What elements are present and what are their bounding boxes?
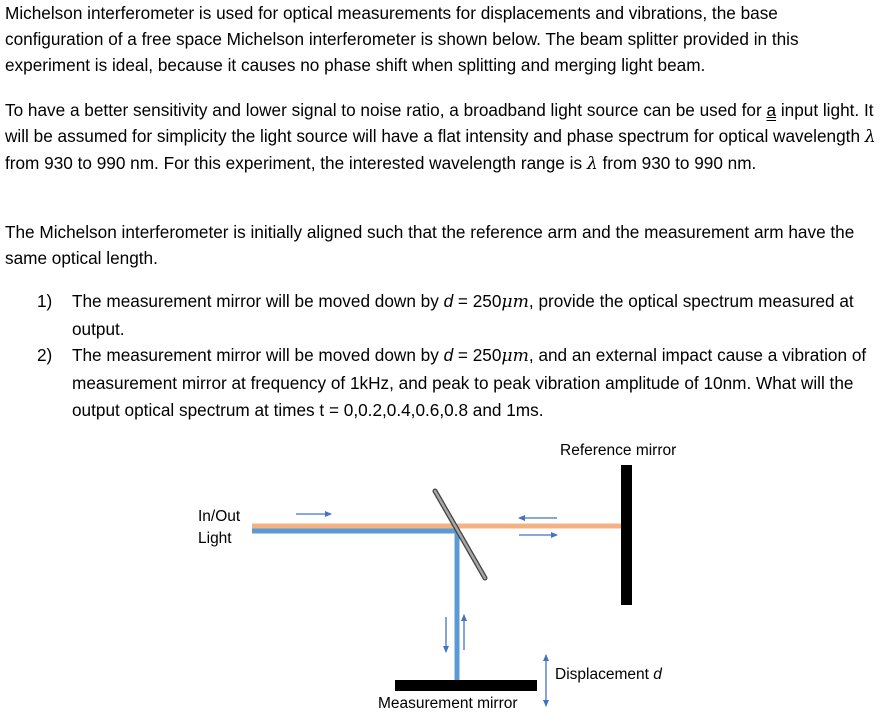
p2-text-d: from 930 to 990 nm.: [597, 153, 757, 173]
displacement-var: d: [653, 666, 662, 683]
q2-var: d: [443, 345, 454, 365]
reference-mirror-label: Reference mirror: [560, 442, 677, 459]
p2-underlined-a: a: [766, 100, 777, 120]
displacement-text: Displacement: [555, 666, 654, 683]
beam-splitter-face: [435, 491, 485, 578]
displacement-label: [555, 665, 662, 685]
question-number: 2): [37, 345, 53, 365]
q2-unit: μm: [501, 346, 529, 366]
measurement-mirror: [395, 680, 537, 691]
q1-pre: The measurement mirror will be moved down by: [72, 291, 444, 311]
q2-eq: = 250: [453, 345, 502, 365]
intro-paragraph: Michelson interferometer is used for optical measurements for displacements and vibrations, the base configuration of a free space Michelson interferometer is shown below. The beam splitter provided in this experiment is ideal, because it causes no phase shift when splitting and merging light beam.: [5, 3, 799, 75]
alignment-paragraph: The Michelson interferometer is initially aligned such that the reference arm and the measurement arm have the same optical length.: [5, 222, 855, 268]
lambda-symbol: λ: [586, 154, 598, 174]
q1-var: d: [443, 291, 454, 311]
inout-label-line1: In/Out: [198, 508, 241, 525]
measurement-mirror-label: Measurement mirror: [378, 695, 518, 712]
lambda-symbol: λ: [864, 127, 876, 147]
question-number: 1): [37, 291, 53, 311]
inout-label-line2: Light: [198, 530, 232, 547]
q1-eq: = 250: [453, 291, 502, 311]
p2-text-a: To have a better sensitivity and lower signal to noise ratio, a broadband light source can be used for: [5, 100, 767, 120]
q2-pre: The measurement mirror will be moved down by: [72, 345, 444, 365]
p2-text-c: from 930 to 990 nm. For this experiment, the interested wavelength range is: [5, 153, 587, 173]
q2-post: , and an external impact cause a vibration of measurement mirror at frequency of 1kHz, and peak to peak vibration amplitude of 10nm. What will the output optical spectrum at times t = 0,0.2,0.4,0.6,0.8 and 1ms.: [72, 345, 867, 420]
q1-unit: μm: [501, 292, 529, 312]
q1-post: , provide the optical spectrum measured at output.: [72, 291, 854, 339]
reference-mirror: [621, 465, 632, 605]
p2-text-b: input light. It will be assumed for simplicity the light source will have a flat intensity and phase spectrum for optical wavelength: [5, 100, 874, 146]
